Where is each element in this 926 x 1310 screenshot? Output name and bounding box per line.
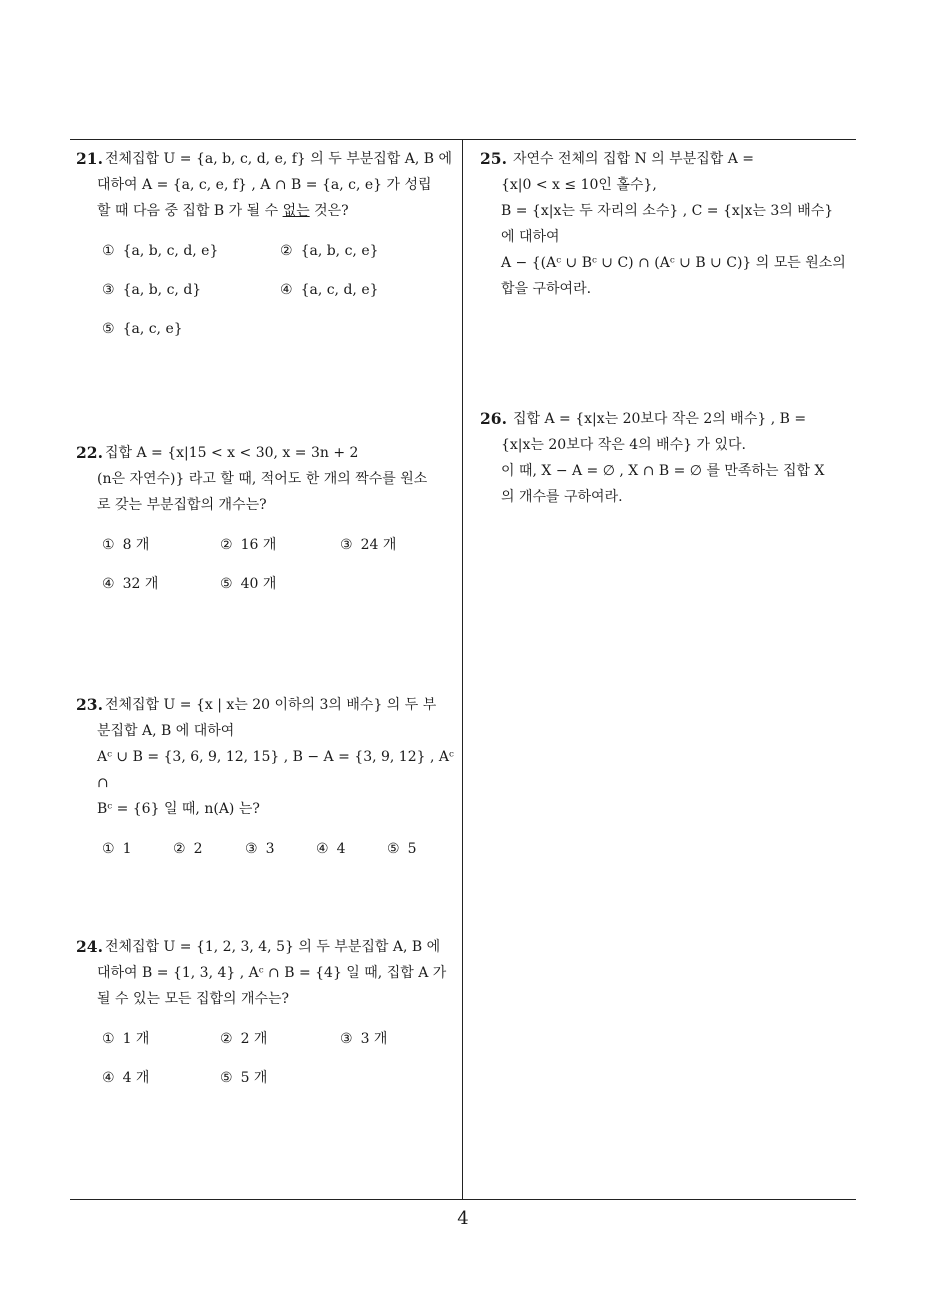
choice-2[interactable]: ② 2 [173, 841, 203, 857]
choice-5[interactable]: ⑤ 5 개 [220, 1070, 268, 1086]
question-number: 23. [76, 695, 103, 714]
column-divider [462, 140, 463, 1200]
question-line: 할 때 다음 중 집합 B 가 될 수 없는 것은? [97, 203, 349, 219]
question-number: 25. [480, 149, 507, 168]
answer-choices [76, 1026, 456, 1096]
choice-5[interactable]: ⑤ 40 개 [220, 576, 277, 592]
question-21 [76, 146, 456, 358]
choice-5[interactable]: ⑤ 5 [387, 841, 417, 857]
answer-choices [76, 836, 456, 866]
question-line: A − {(Aᶜ ∪ Bᶜ ∪ C) ∩ (Aᶜ ∪ B ∪ C)} 의 모든 원소의 [501, 255, 846, 271]
question-line: 전체집합 U = {x | x는 20 이하의 3의 배수} 의 두 부 [104, 697, 437, 713]
question-26 [480, 406, 860, 510]
choice-4[interactable]: ④ 4 [316, 841, 346, 857]
question-line: 전체집합 U = {a, b, c, d, e, f} 의 두 부분집합 A, B 에 [104, 151, 453, 167]
question-number: 24. [76, 937, 103, 956]
question-number: 26. [480, 409, 507, 428]
page-number: 4 [457, 1208, 469, 1229]
question-22 [76, 440, 456, 602]
question-line: 대하여 B = {1, 3, 4} , Aᶜ ∩ B = {4} 일 때, 집합 A 가 [97, 965, 447, 981]
question-line: Bᶜ = {6} 일 때, n(A) 는? [97, 801, 260, 817]
question-line: 전체집합 U = {1, 2, 3, 4, 5} 의 두 부분집합 A, B 에 [104, 939, 441, 955]
question-line: 자연수 전체의 집합 N 의 부분집합 A = [512, 151, 755, 167]
choice-5[interactable]: ⑤ {a, c, e} [102, 321, 183, 337]
answer-choices [76, 532, 456, 602]
choice-1[interactable]: ① 8 개 [102, 537, 150, 553]
top-rule [70, 139, 856, 140]
question-line: 로 갖는 부분집합의 개수는? [97, 497, 267, 513]
question-25 [480, 146, 860, 302]
choice-2[interactable]: ② 16 개 [220, 537, 277, 553]
question-line: B = {x|x는 두 자리의 소수} , C = {x|x는 3의 배수} [501, 203, 834, 219]
underlined-word: 없는 [282, 203, 310, 219]
question-number: 22. [76, 443, 103, 462]
choice-3[interactable]: ③ 3 [245, 841, 275, 857]
choice-4[interactable]: ④ 32 개 [102, 576, 159, 592]
question-line: 대하여 A = {a, c, e, f} , A ∩ B = {a, c, e} 가 성립 [97, 177, 432, 193]
question-line: 합을 구하여라. [501, 281, 592, 297]
choice-4[interactable]: ④ 4 개 [102, 1070, 150, 1086]
question-line: {x|x는 20보다 작은 4의 배수} 가 있다. [501, 437, 746, 453]
choice-1[interactable]: ① 1 개 [102, 1031, 150, 1047]
choice-1[interactable]: ① 1 [102, 841, 132, 857]
question-number: 21. [76, 149, 103, 168]
question-24 [76, 934, 456, 1096]
question-line: Aᶜ ∪ B = {3, 6, 9, 12, 15} , B − A = {3, 9, 12} , Aᶜ ∩ [97, 749, 454, 791]
question-line: 분집합 A, B 에 대하여 [97, 723, 235, 739]
choice-4[interactable]: ④ {a, c, d, e} [280, 282, 379, 298]
choice-1[interactable]: ① {a, b, c, d, e} [102, 243, 219, 259]
answer-choices [76, 238, 456, 358]
question-line: 될 수 있는 모든 집합의 개수는? [97, 991, 290, 1007]
question-line: 의 개수를 구하여라. [501, 489, 623, 505]
choice-3[interactable]: ③ 3 개 [340, 1031, 388, 1047]
question-line: 이 때, X − A = ∅ , X ∩ B = ∅ 를 만족하는 집합 X [501, 463, 825, 479]
question-line: 에 대하여 [501, 229, 560, 245]
choice-2[interactable]: ② {a, b, c, e} [280, 243, 379, 259]
choice-2[interactable]: ② 2 개 [220, 1031, 268, 1047]
question-line: (n은 자연수)} 라고 할 때, 적어도 한 개의 짝수를 원소 [97, 471, 428, 487]
bottom-rule [70, 1199, 856, 1200]
choice-3[interactable]: ③ 24 개 [340, 537, 397, 553]
question-line: 집합 A = {x|15 < x < 30, x = 3n + 2 [104, 445, 359, 461]
question-line: 집합 A = {x|x는 20보다 작은 2의 배수} , B = [512, 411, 807, 427]
question-23 [76, 692, 456, 866]
choice-3[interactable]: ③ {a, b, c, d} [102, 282, 202, 298]
question-line: {x|0 < x ≤ 10인 홀수}, [501, 177, 657, 193]
